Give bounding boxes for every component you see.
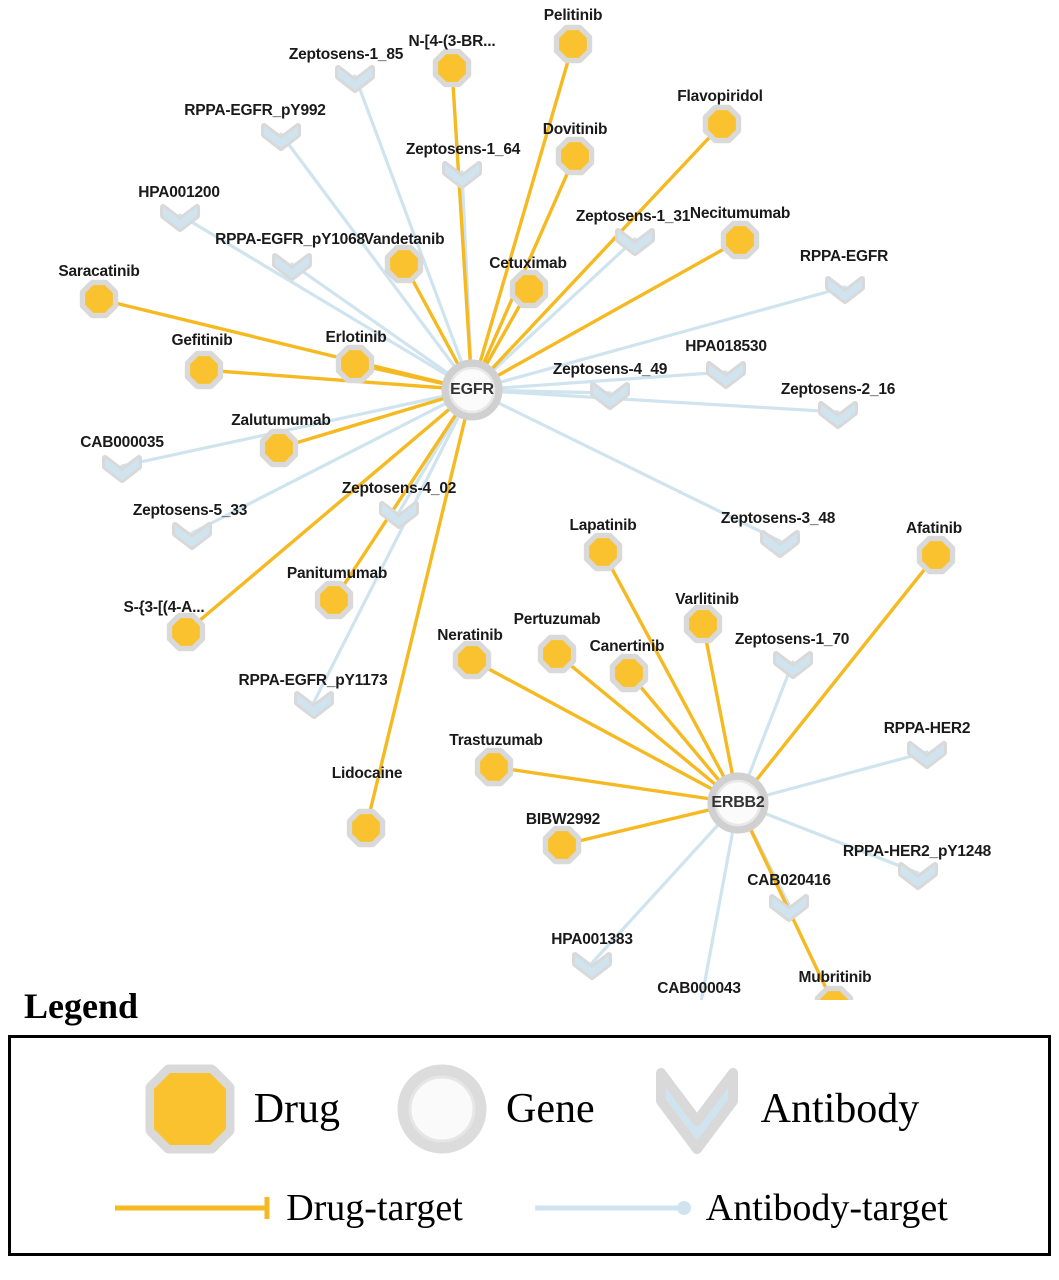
drug-node-label: N-[4-(3-BR... xyxy=(408,33,496,50)
drug-node[interactable] xyxy=(589,538,617,566)
gene-node-label: EGFR xyxy=(450,381,494,398)
legend-edge-row xyxy=(11,1173,1048,1243)
drug-node[interactable] xyxy=(438,54,466,82)
legend-title: Legend xyxy=(24,986,139,1026)
drug-node-label: Saracatinib xyxy=(58,263,140,280)
drug-node[interactable] xyxy=(85,285,113,313)
drug-node[interactable] xyxy=(561,142,589,170)
antibody-node-label: Zeptosens-3_48 xyxy=(720,510,836,527)
drug-node[interactable] xyxy=(172,618,200,646)
antibody-node-label: Zeptosens-2_16 xyxy=(780,381,896,398)
legend-panel xyxy=(0,985,1059,1256)
drug-node-label: Zalutumumab xyxy=(231,412,331,429)
drug-node-label: Panitumumab xyxy=(286,565,388,582)
antibody-node-label: Zeptosens-1_85 xyxy=(288,46,404,63)
drug-node-label: Dovitinib xyxy=(542,121,608,138)
antibody-node-label: HPA001200 xyxy=(138,184,220,201)
antibody-node-label: RPPA-EGFR xyxy=(799,248,889,265)
gene-node-label: ERBB2 xyxy=(711,794,765,811)
drug-node[interactable] xyxy=(708,110,736,138)
drug-node-label: Necitumumab xyxy=(689,205,791,222)
antibody-target-edge-icon xyxy=(531,1193,696,1223)
legend-item-antibody xyxy=(647,1059,920,1159)
drug-node-label: S-{3-[(4-A... xyxy=(123,599,205,616)
antibody-node-label: Zeptosens-1_70 xyxy=(734,631,850,648)
drug-node[interactable] xyxy=(726,226,754,254)
drug-node[interactable] xyxy=(543,640,571,668)
antibody-node-label: CAB020416 xyxy=(747,872,831,889)
drug-node[interactable] xyxy=(265,434,293,462)
legend-label-antibody: Antibody xyxy=(760,1086,920,1132)
drug-node-label: Varlitinib xyxy=(675,591,739,608)
antibody-node-label: Zeptosens-1_31 xyxy=(575,208,691,225)
edge-drug-target xyxy=(366,390,472,828)
antibody-node-label: Zeptosens-4_49 xyxy=(552,361,668,378)
drug-node[interactable] xyxy=(922,541,950,569)
antibody-node-label: Zeptosens-5_33 xyxy=(132,502,248,519)
gene-icon xyxy=(392,1059,492,1159)
drug-node-label: Canertinib xyxy=(589,638,665,655)
legend-item-antibody-target xyxy=(531,1186,948,1230)
drug-node-label: Afatinib xyxy=(905,520,963,537)
drug-node-label: Mubritinib xyxy=(798,969,872,986)
legend-box xyxy=(8,1035,1051,1256)
drug-node-label: Lapatinib xyxy=(569,517,637,534)
drug-node[interactable] xyxy=(615,659,643,687)
antibody-node-label: CAB000035 xyxy=(80,434,164,451)
antibody-node-label: RPPA-EGFR_pY1173 xyxy=(238,672,388,689)
edge-antibody-target xyxy=(314,390,472,702)
antibody-node-label: RPPA-HER2_pY1248 xyxy=(842,843,992,860)
drug-node[interactable] xyxy=(390,250,418,278)
drug-node[interactable] xyxy=(689,610,717,638)
legend-label-antibody-target: Antibody-target xyxy=(705,1187,948,1229)
drug-node-label: Cetuximab xyxy=(489,255,567,272)
drug-node[interactable] xyxy=(190,356,218,384)
antibody-node-label: CAB000043 xyxy=(657,980,741,997)
drug-node-label: Lidocaine xyxy=(331,765,403,782)
drug-node[interactable] xyxy=(548,831,576,859)
drug-node-label: Gefitinib xyxy=(171,332,233,349)
antibody-icon xyxy=(647,1059,747,1159)
drug-node-label: Flavopiridol xyxy=(677,88,763,105)
drug-node[interactable] xyxy=(480,753,508,781)
drug-target-edge-icon xyxy=(111,1193,276,1223)
legend-item-gene xyxy=(392,1059,595,1159)
legend-node-row xyxy=(11,1054,1048,1164)
drug-node[interactable] xyxy=(341,350,369,378)
legend-label-drug-target: Drug-target xyxy=(286,1187,463,1229)
antibody-node-label: Zeptosens-1_64 xyxy=(405,141,521,158)
antibody-node-label: HPA001383 xyxy=(551,931,633,948)
drug-node-label: Erlotinib xyxy=(325,329,387,346)
legend-item-drug xyxy=(140,1059,340,1159)
drug-node[interactable] xyxy=(320,586,348,614)
drug-node-label: Trastuzumab xyxy=(449,732,543,749)
antibody-node-label: RPPA-EGFR_pY992 xyxy=(184,102,326,119)
antibody-node-label: HPA018530 xyxy=(685,338,767,355)
drug-node-label: BIBW2992 xyxy=(525,811,601,828)
drug-node[interactable] xyxy=(352,814,380,842)
drug-node-label: Pelitinib xyxy=(543,7,603,24)
antibody-node-label: RPPA-EGFR_pY1068 xyxy=(215,231,365,248)
drug-node-label: Vandetanib xyxy=(363,231,445,248)
drug-node[interactable] xyxy=(515,275,543,303)
antibody-node-label: Zeptosens-4_02 xyxy=(341,480,457,497)
antibody-node-label: RPPA-HER2 xyxy=(883,720,971,737)
drug-node[interactable] xyxy=(559,30,587,58)
edge-drug-target xyxy=(738,555,936,803)
legend-label-drug: Drug xyxy=(253,1086,341,1132)
drug-node[interactable] xyxy=(458,646,486,674)
drug-icon xyxy=(140,1059,240,1159)
drug-node-label: Pertuzumab xyxy=(513,611,601,628)
drug-node-label: Neratinib xyxy=(437,627,503,644)
legend-item-drug-target xyxy=(111,1186,463,1230)
legend-label-gene: Gene xyxy=(506,1086,595,1132)
